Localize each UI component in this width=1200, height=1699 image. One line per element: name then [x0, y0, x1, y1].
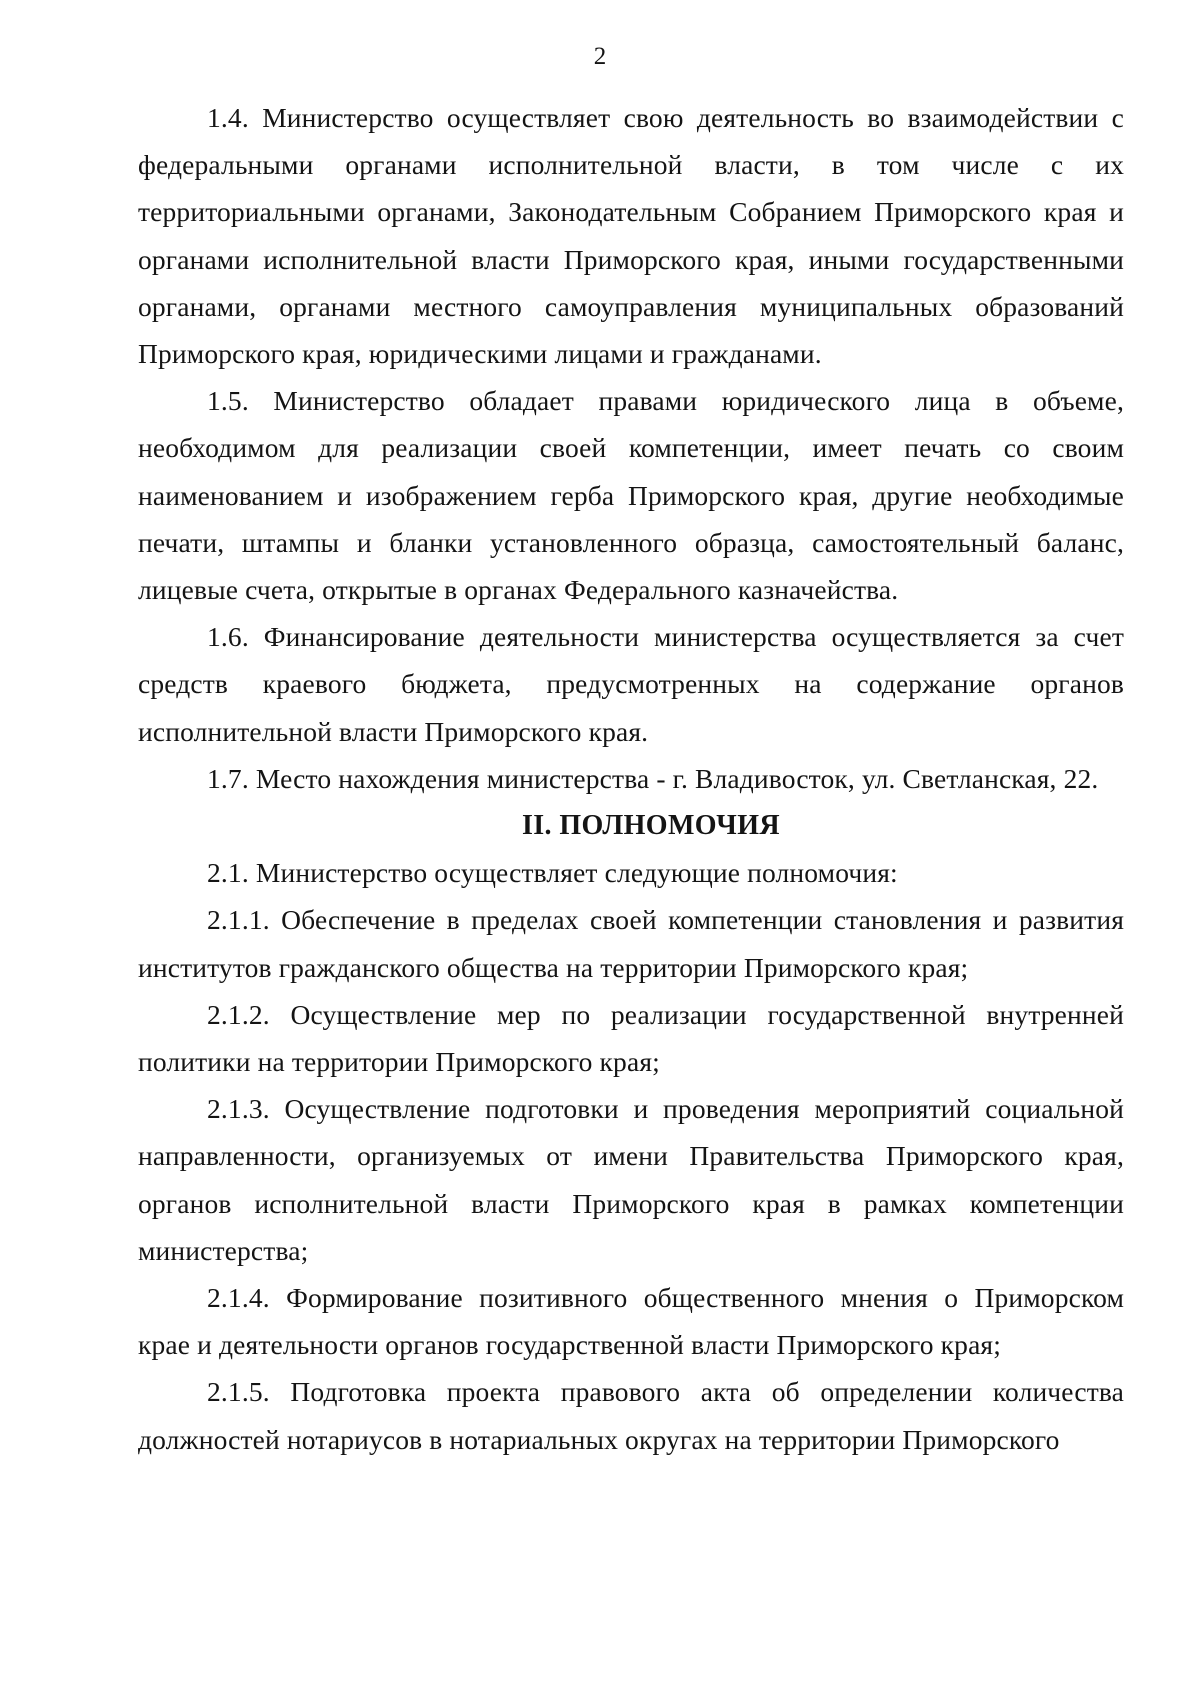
- paragraph-2-1-3: 2.1.3. Осуществление подготовки и проведения мероприятий социальной направленности, организуемых от имени Правительства Приморского края, органов исполнительной власти Приморского края в рамках компетенции министерства;: [138, 1093, 1124, 1266]
- page-number: 2: [593, 43, 607, 70]
- paragraph-1-4: 1.4. Министерство осуществляет свою деятельность во взаимодействии с федеральными органами исполнительной власти, в том числе с их территориальными органами, Законодательным Собранием Приморского края и органами исполнительной власти Приморского края, иными государственными органами, органами местного самоуправления муниципальных образований Приморского края, юридическими лицами и гражданами.: [138, 102, 1124, 370]
- document-body: [138, 94, 1124, 1463]
- section-heading-powers: II. ПОЛНОМОЧИЯ: [521, 810, 781, 842]
- paragraph-1-6: 1.6. Финансирование деятельности министерства осуществляется за счет средств краевого бюджета, предусмотренных на содержание органов исполнительной власти Приморского края.: [138, 621, 1124, 747]
- paragraph-1-5: 1.5. Министерство обладает правами юридического лица в объеме, необходимом для реализации своей компетенции, имеет печать со своим наименованием и изображением герба Приморского края, другие необходимые печати, штампы и бланки установленного образца, самостоятельный баланс, лицевые счета, открытые в органах Федерального казначейства.: [138, 385, 1124, 606]
- paragraph-2-1-4: 2.1.4. Формирование позитивного общественного мнения о Приморском крае и деятельности органов государственной власти Приморского края;: [138, 1282, 1124, 1361]
- paragraph-1-7: 1.7. Место нахождения министерства - г. Владивосток, ул. Светланская, 22.: [207, 762, 1099, 794]
- paragraph-2-1: 2.1. Министерство осуществляет следующие полномочия:: [207, 857, 898, 889]
- paragraph-2-1-1: 2.1.1. Обеспечение в пределах своей компетенции становления и развития институтов гражданского общества на территории Приморского края;: [138, 904, 1124, 983]
- paragraph-2-1-2: 2.1.2. Осуществление мер по реализации государственной внутренней политики на территории Приморского края;: [138, 998, 1124, 1078]
- paragraph-2-1-5: 2.1.5. Подготовка проекта правового акта об определении количества должностей нотариусов в нотариальных округах на территории Приморского: [138, 1376, 1124, 1455]
